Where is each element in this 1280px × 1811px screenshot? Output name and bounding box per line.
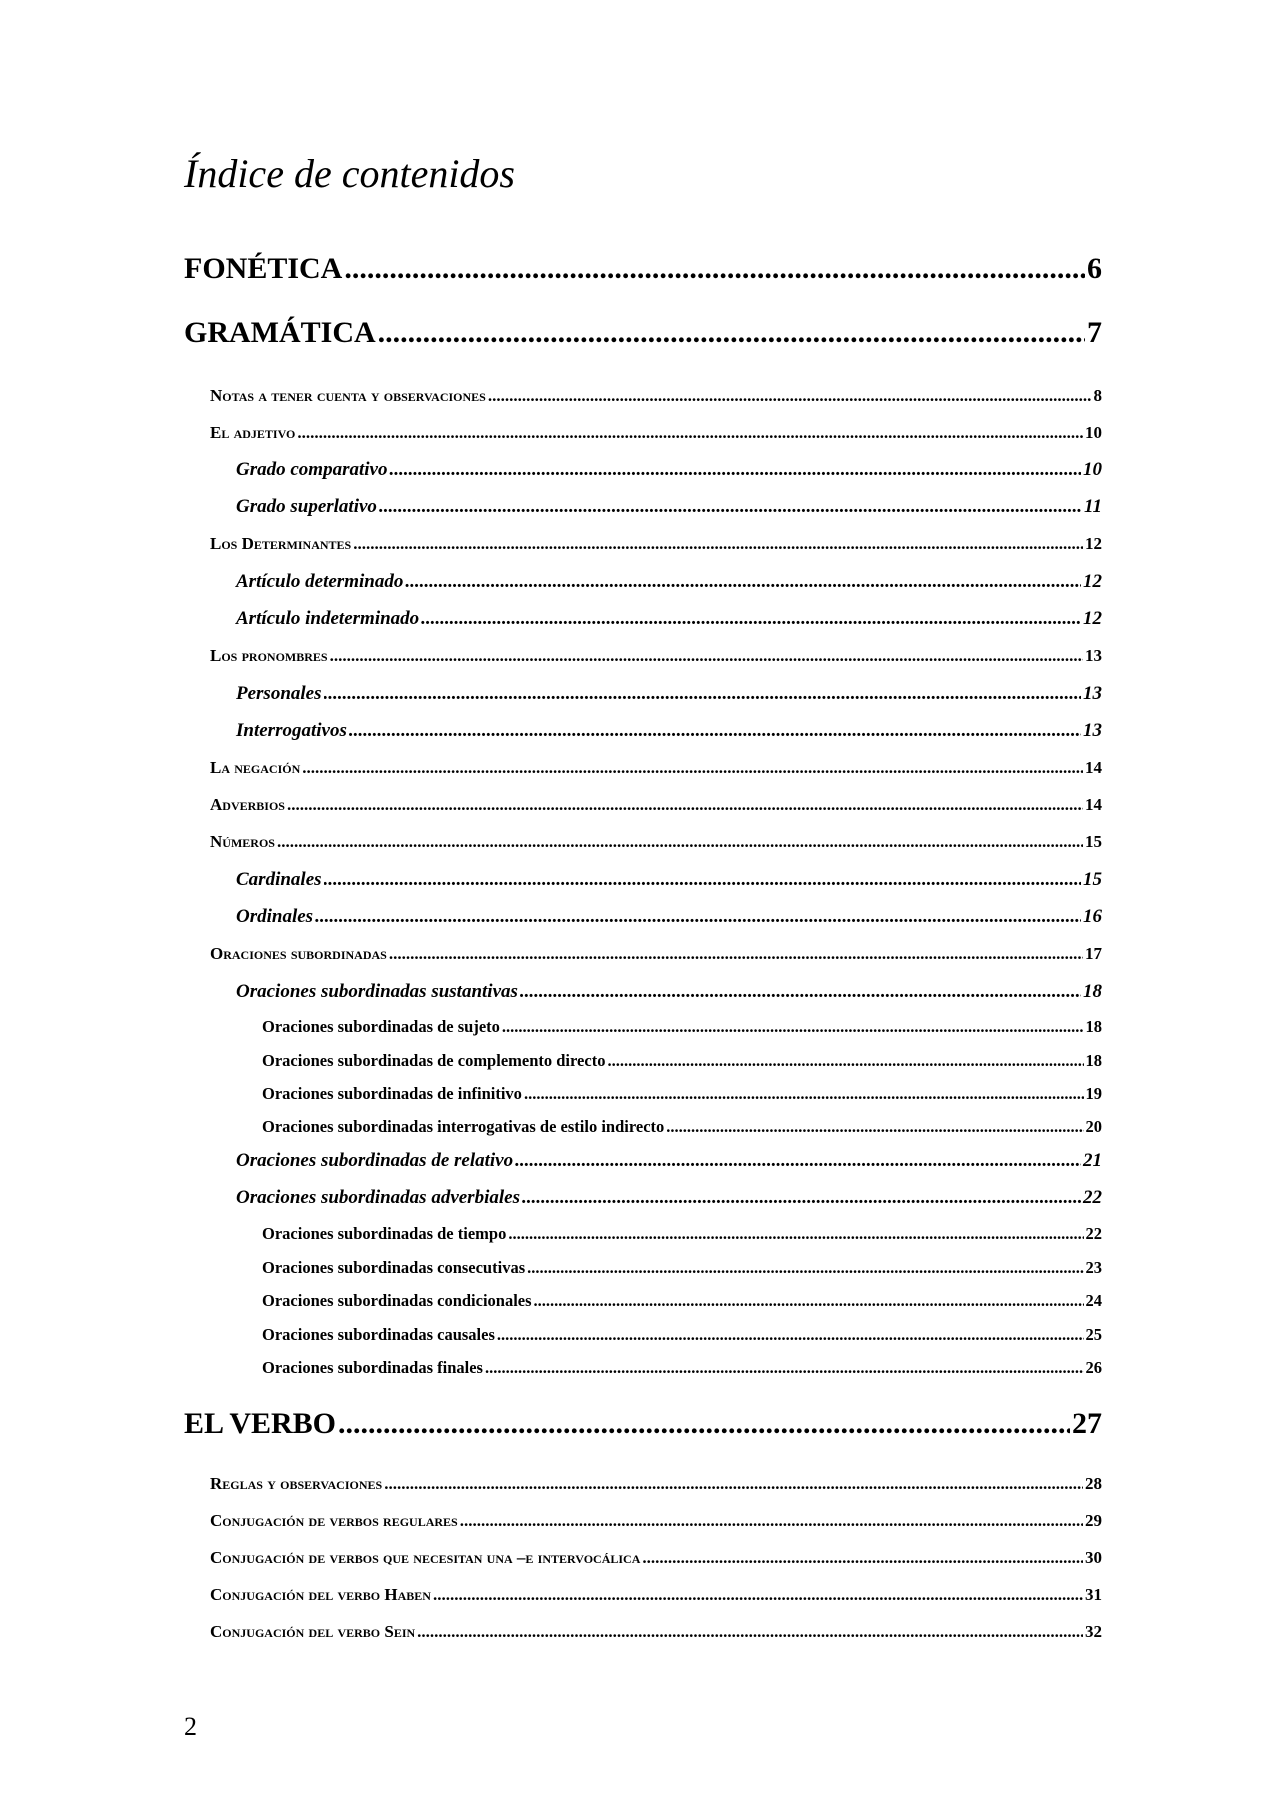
dot-leader xyxy=(302,758,1083,778)
toc-entry-page: 28 xyxy=(1085,1474,1102,1493)
dot-leader xyxy=(485,1358,1084,1378)
toc-entry-label: Conjugación del verbo Sein xyxy=(210,1622,416,1641)
toc-entry-numeros[interactable] xyxy=(210,832,1102,852)
dot-leader xyxy=(297,423,1083,443)
dot-leader xyxy=(277,832,1083,852)
toc-entry-page: 12 xyxy=(1083,608,1102,629)
dot-leader xyxy=(349,720,1081,742)
toc-entry-label: Los Determinantes xyxy=(210,534,352,553)
toc-entry-label: Conjugación del verbo Haben xyxy=(210,1585,431,1604)
dot-leader xyxy=(520,981,1081,1003)
toc-entry-label: GRAMÁTICA xyxy=(184,316,376,349)
dot-leader xyxy=(353,534,1083,554)
toc-entry-page: 10 xyxy=(1085,423,1102,442)
toc-entry-label: Artículo indeterminado xyxy=(236,608,420,629)
dot-leader xyxy=(384,1474,1083,1494)
toc-entry-pronombres[interactable] xyxy=(210,646,1102,666)
toc-entry-page: 8 xyxy=(1093,386,1102,405)
toc-entry-causales[interactable] xyxy=(262,1325,1102,1345)
toc-entry-page: 22 xyxy=(1083,1187,1102,1208)
toc-entry-label: Números xyxy=(210,832,275,851)
toc-entry-relativo[interactable] xyxy=(236,1150,1102,1172)
toc-entry-determinantes[interactable] xyxy=(210,534,1102,554)
toc-entry-e-intervocalica[interactable] xyxy=(210,1548,1102,1568)
toc-entry-sustantivas[interactable] xyxy=(236,981,1102,1003)
toc-entry-label: Conjugación de verbos regulares xyxy=(210,1511,458,1530)
toc-entry-label: Oraciones subordinadas de tiempo xyxy=(262,1224,507,1243)
toc-entry-consecutivas[interactable] xyxy=(262,1258,1102,1278)
toc-entry-label: Oraciones subordinadas consecutivas xyxy=(262,1258,526,1277)
toc-entry-page: 16 xyxy=(1083,906,1102,927)
dot-leader xyxy=(405,571,1081,593)
dot-leader xyxy=(497,1325,1084,1345)
toc-entry-page: 18 xyxy=(1083,981,1102,1002)
toc-entry-page: 10 xyxy=(1083,459,1102,480)
toc-entry-page: 18 xyxy=(1085,1017,1102,1036)
toc-entry-cardinales[interactable] xyxy=(236,869,1102,891)
toc-entry-infinitivo[interactable] xyxy=(262,1084,1102,1104)
toc-entry-page: 12 xyxy=(1085,534,1102,553)
toc-entry-articulo-determinado[interactable] xyxy=(236,571,1102,593)
toc-entry-negacion[interactable] xyxy=(210,758,1102,778)
dot-leader xyxy=(666,1117,1083,1137)
toc-entry-tiempo[interactable] xyxy=(262,1224,1102,1244)
toc-entry-page: 25 xyxy=(1085,1325,1102,1344)
dot-leader xyxy=(421,608,1081,630)
toc-entry-label: Artículo determinado xyxy=(236,571,404,592)
toc-entry-label: Oraciones subordinadas sustantivas xyxy=(236,981,518,1002)
toc-entry-label: Los pronombres xyxy=(210,646,328,665)
toc-entry-label: Conjugación de verbos que necesitan una –e intervocálica xyxy=(210,1548,641,1567)
toc-entry-fonetica[interactable] xyxy=(184,252,1102,286)
dot-leader xyxy=(534,1291,1084,1311)
toc-entry-label: Oraciones subordinadas finales xyxy=(262,1358,483,1377)
toc-entry-label: La negación xyxy=(210,758,301,777)
toc-entry-page: 22 xyxy=(1085,1224,1102,1243)
dot-leader xyxy=(433,1585,1083,1605)
toc-entry-ordinales[interactable] xyxy=(236,906,1102,928)
toc-entry-label: Oraciones subordinadas de sujeto xyxy=(262,1017,500,1036)
dot-leader xyxy=(338,1407,1070,1441)
toc-entry-page: 15 xyxy=(1085,832,1102,851)
toc-entry-grado-superlativo[interactable] xyxy=(236,496,1102,518)
toc-entry-label: Oraciones subordinadas causales xyxy=(262,1325,495,1344)
toc-entry-page: 14 xyxy=(1085,758,1102,777)
toc-entry-label: Oraciones subordinadas condicionales xyxy=(262,1291,532,1310)
toc-entry-haben[interactable] xyxy=(210,1585,1102,1605)
toc-entry-label: Personales xyxy=(236,683,322,704)
toc-entry-sein[interactable] xyxy=(210,1622,1102,1642)
toc-entry-label: Cardinales xyxy=(236,869,322,890)
dot-leader xyxy=(315,906,1081,928)
dot-leader xyxy=(389,944,1083,964)
toc-entry-interrogativas[interactable] xyxy=(262,1117,1102,1137)
toc-entry-label: Grado superlativo xyxy=(236,496,377,517)
toc-title: Índice de contenidos xyxy=(184,151,515,196)
toc-entry-condicionales[interactable] xyxy=(262,1291,1102,1311)
toc-entry-page: 26 xyxy=(1085,1358,1102,1377)
toc-entry-label: Oraciones subordinadas de complemento directo xyxy=(262,1051,606,1070)
toc-entry-label: FONÉTICA xyxy=(184,252,343,285)
toc-entry-page: 30 xyxy=(1085,1548,1102,1567)
dot-leader xyxy=(527,1258,1083,1278)
toc-entry-label: Oraciones subordinadas de infinitivo xyxy=(262,1084,522,1103)
toc-entry-finales[interactable] xyxy=(262,1358,1102,1378)
toc-entry-personales[interactable] xyxy=(236,683,1102,705)
dot-leader xyxy=(324,683,1082,705)
toc-entry-page: 24 xyxy=(1085,1291,1102,1310)
toc-entry-page: 20 xyxy=(1085,1117,1102,1136)
toc-entry-adjetivo[interactable] xyxy=(210,423,1102,443)
toc-entry-page: 18 xyxy=(1085,1051,1102,1070)
toc-entry-page: 21 xyxy=(1083,1150,1102,1171)
toc-entry-page: 13 xyxy=(1085,646,1102,665)
toc-entry-label: Reglas y observaciones xyxy=(210,1474,383,1493)
toc-entry-page: 23 xyxy=(1085,1258,1102,1277)
toc-entry-page: 15 xyxy=(1083,869,1102,890)
toc-entry-label: Oraciones subordinadas de relativo xyxy=(236,1150,514,1171)
toc-entry-el-verbo[interactable] xyxy=(184,1407,1102,1441)
toc-entry-sujeto[interactable] xyxy=(262,1017,1102,1037)
toc-entry-label: El adjetivo xyxy=(210,423,296,442)
toc-entry-notas[interactable] xyxy=(210,386,1102,406)
dot-leader xyxy=(378,316,1085,350)
toc-entry-verbos-regulares[interactable] xyxy=(210,1511,1102,1531)
toc-entry-label: Interrogativos xyxy=(236,720,347,741)
dot-leader xyxy=(642,1548,1083,1568)
dot-leader xyxy=(379,496,1082,518)
toc-entry-articulo-indeterminado[interactable] xyxy=(236,608,1102,630)
dot-leader xyxy=(324,869,1081,891)
toc-entry-interrogativos[interactable] xyxy=(236,720,1102,742)
toc-entry-label: Ordinales xyxy=(236,906,314,927)
toc-entry-page: 32 xyxy=(1085,1622,1102,1641)
toc-entry-page: 11 xyxy=(1084,496,1102,517)
page-number: 2 xyxy=(184,1712,197,1741)
table-of-contents xyxy=(184,0,1102,1811)
toc-entry-adverbiales[interactable] xyxy=(236,1187,1102,1209)
dot-leader xyxy=(460,1511,1083,1531)
toc-entry-gramatica[interactable] xyxy=(184,316,1102,350)
toc-entry-page: 12 xyxy=(1083,571,1102,592)
toc-entry-label: Grado comparativo xyxy=(236,459,388,480)
dot-leader xyxy=(417,1622,1083,1642)
toc-entry-page: 7 xyxy=(1087,316,1102,349)
toc-entry-complemento-directo[interactable] xyxy=(262,1051,1102,1071)
toc-entry-page: 27 xyxy=(1072,1407,1102,1440)
toc-entry-adverbios[interactable] xyxy=(210,795,1102,815)
dot-leader xyxy=(522,1187,1081,1209)
dot-leader xyxy=(508,1224,1083,1244)
toc-entry-page: 13 xyxy=(1083,683,1102,704)
toc-entry-label: Oraciones subordinadas interrogativas de estilo indirecto xyxy=(262,1117,665,1136)
dot-leader xyxy=(524,1084,1084,1104)
dot-leader xyxy=(488,386,1092,406)
toc-entry-page: 29 xyxy=(1085,1511,1102,1530)
dot-leader xyxy=(330,646,1083,666)
toc-entry-label: Oraciones subordinadas adverbiales xyxy=(236,1187,520,1208)
dot-leader xyxy=(515,1150,1081,1172)
toc-entry-page: 19 xyxy=(1085,1084,1102,1103)
toc-entry-page: 13 xyxy=(1083,720,1102,741)
dot-leader xyxy=(344,252,1085,286)
toc-entry-label: Notas a tener cuenta y observaciones xyxy=(210,386,486,405)
toc-entry-oraciones-subordinadas[interactable] xyxy=(210,944,1102,964)
dot-leader xyxy=(607,1051,1083,1071)
toc-entry-label: Oraciones subordinadas xyxy=(210,944,387,963)
toc-entry-page: 6 xyxy=(1087,252,1102,285)
toc-entry-label: Adverbios xyxy=(210,795,285,814)
toc-entry-grado-comparativo[interactable] xyxy=(236,459,1102,481)
toc-entry-page: 14 xyxy=(1085,795,1102,814)
dot-leader xyxy=(287,795,1083,815)
dot-leader xyxy=(502,1017,1084,1037)
toc-entry-page: 17 xyxy=(1085,944,1102,963)
dot-leader xyxy=(389,459,1081,481)
toc-entry-reglas[interactable] xyxy=(210,1474,1102,1494)
toc-entry-label: EL VERBO xyxy=(184,1407,337,1440)
toc-entry-page: 31 xyxy=(1085,1585,1102,1604)
